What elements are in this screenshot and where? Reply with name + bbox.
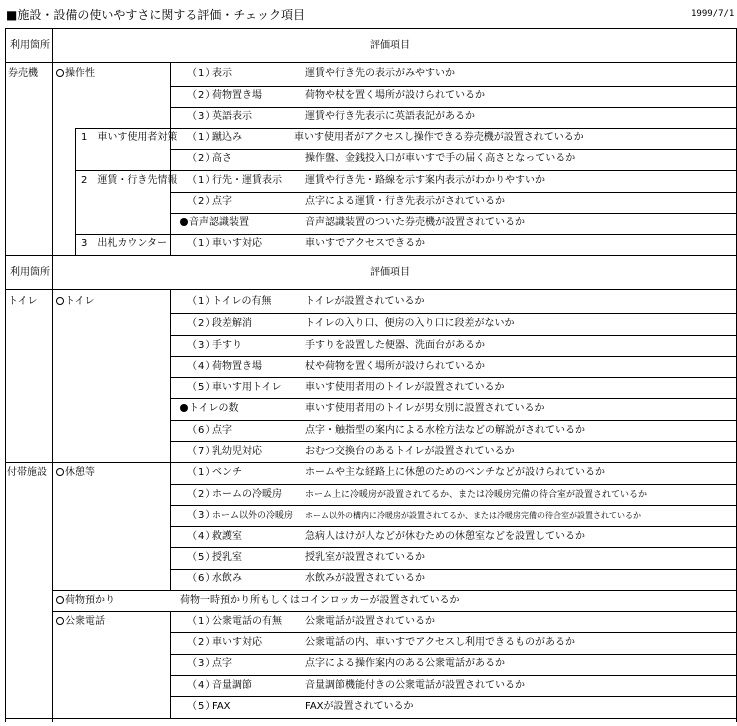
row-item-name: 水飲み bbox=[212, 573, 242, 584]
row-description: 荷物や杖を置く場所が設けられているか bbox=[305, 90, 485, 101]
row-number: （2） bbox=[187, 90, 217, 101]
row-number: （1） bbox=[187, 238, 217, 249]
row-item-name: 救護室 bbox=[212, 531, 242, 542]
row-number: （3） bbox=[187, 340, 217, 351]
row-description: 手すりを設置した便器、洗面台があるか bbox=[305, 340, 485, 351]
row-item-name: 車いす対応 bbox=[212, 637, 262, 648]
row-item-name: 荷物置き場 bbox=[212, 90, 262, 101]
row-description: ホーム以外の構内に冷暖房が設置されてるか、または冷暖房完備の待合室が設置されているか bbox=[305, 511, 641, 520]
row-description: 点字による運賃・行き先表示がされているか bbox=[305, 196, 505, 207]
row-item-name: 点字 bbox=[212, 196, 232, 207]
row-number: （2） bbox=[187, 153, 217, 164]
group-phone: 公衆電話 bbox=[56, 616, 105, 628]
row-bullet-item: トイレの数 bbox=[180, 403, 239, 415]
group-toilet: トイレ bbox=[56, 296, 95, 308]
group-luggage: 荷物預かり bbox=[56, 595, 115, 607]
row-number: （1） bbox=[187, 616, 217, 627]
row-item-name: 英語表示 bbox=[212, 111, 252, 122]
row-number: （6） bbox=[187, 425, 217, 436]
column-header-usage-2: 利用箇所 bbox=[10, 267, 50, 278]
row-item-name: トイレの有無 bbox=[212, 296, 272, 307]
row-item-name: 音量調節 bbox=[212, 680, 252, 691]
row-number: （3） bbox=[187, 658, 217, 669]
row-item-name: 高さ bbox=[212, 153, 232, 164]
row-item-name: 乳幼児対応 bbox=[212, 446, 262, 457]
row-number: （1） bbox=[187, 132, 217, 143]
row-description: 杖や荷物を置く場所が設けられているか bbox=[305, 361, 485, 372]
row-number: （5） bbox=[187, 382, 217, 393]
row-description: 車いすでアクセスできるか bbox=[305, 238, 425, 249]
row-description: トイレが設置されているか bbox=[305, 296, 425, 307]
row-item-name: ホーム以外の冷暖房 bbox=[212, 511, 294, 521]
row-number: （7） bbox=[187, 446, 217, 457]
row-description: 運賃や行き先表示に英語表記があるか bbox=[305, 111, 475, 122]
row-number: （2） bbox=[187, 637, 217, 648]
row-item-name: 授乳室 bbox=[212, 552, 242, 563]
row-description: 点字による操作案内のある公衆電話があるか bbox=[305, 658, 505, 669]
open-circle-icon bbox=[56, 297, 64, 305]
document-date: 1999/7/1 bbox=[691, 9, 735, 19]
row-number: （4） bbox=[187, 531, 217, 542]
row-item-name: 行先・運賃表示 bbox=[212, 175, 282, 186]
row-description: トイレの入り口、便房の入り口に段差がないか bbox=[305, 318, 515, 329]
subgroup-label: 2 運賃・行き先情報 bbox=[81, 175, 178, 186]
row-item-name: 車いす対応 bbox=[212, 238, 262, 249]
row-description: ホーム上に冷暖房が設置されてるか、または冷暖房完備の待合室が設置されているか bbox=[305, 490, 648, 500]
row-item-name: 荷物置き場 bbox=[212, 361, 262, 372]
group-rest: 休憩等 bbox=[56, 467, 95, 479]
subgroup-label: 3 出札カウンター bbox=[81, 238, 167, 249]
filled-circle-icon bbox=[180, 218, 188, 226]
row-item-name: ベンチ bbox=[212, 467, 242, 478]
row-description: 公衆電話が設置されているか bbox=[305, 616, 435, 627]
row-item-name: 公衆電話の有無 bbox=[212, 616, 282, 627]
column-header-items-2: 評価項目 bbox=[370, 267, 410, 278]
row-description: 公衆電話の内、車いすでアクセスし利用できるものがあるか bbox=[305, 637, 575, 648]
open-circle-icon bbox=[56, 617, 64, 625]
row-number: （3） bbox=[187, 111, 217, 122]
row-description: 車いす使用者がアクセスし操作できる券売機が設置されているか bbox=[294, 132, 584, 143]
row-number: （1） bbox=[187, 68, 217, 79]
open-circle-icon bbox=[56, 69, 64, 77]
open-circle-icon bbox=[56, 468, 64, 476]
row-item-name: 蹴込み bbox=[212, 132, 242, 143]
row-number: （3） bbox=[187, 510, 217, 521]
row-description: 車いす使用者用のトイレが設置されているか bbox=[305, 382, 505, 393]
section-label-facility: 付帯施設 bbox=[7, 467, 47, 478]
row-number: （4） bbox=[187, 680, 217, 691]
row-number: （5） bbox=[187, 552, 217, 563]
row-description: 音声認識装置のついた券売機が設置されているか bbox=[305, 217, 525, 228]
row-number: （2） bbox=[187, 318, 217, 329]
row-description: 点字・触指型の案内による水栓方法などの解説がされているか bbox=[305, 425, 585, 436]
row-item-name: 表示 bbox=[212, 68, 232, 79]
row-description: 急病人はけが人などが休むための休憩室などを設置しているか bbox=[305, 531, 585, 542]
section-label-ticket: 券売機 bbox=[8, 68, 38, 79]
open-circle-icon bbox=[56, 596, 64, 604]
row-number: （1） bbox=[187, 175, 217, 186]
row-description: 水飲みが設置されているか bbox=[305, 573, 425, 584]
row-description: 音量調節機能付きの公衆電話が設置されているか bbox=[305, 680, 525, 691]
section-label-toilet: トイレ bbox=[8, 296, 38, 307]
document-title: ■施設・設備の使いやすさに関する評価・チェック項目 bbox=[6, 8, 305, 22]
row-description: 運賃や行き先・路線を示す案内表示がわかりやすいか bbox=[305, 175, 545, 186]
row-number: （2） bbox=[187, 489, 217, 500]
row-item-name: 段差解消 bbox=[212, 318, 252, 329]
row-item-name: 点字 bbox=[212, 425, 232, 436]
row-item-name: ホームの冷暖房 bbox=[212, 489, 282, 500]
row-number: （1） bbox=[187, 296, 217, 307]
row-description: おむつ交換台のあるトイレが設置されているか bbox=[305, 446, 515, 457]
column-header-usage: 利用箇所 bbox=[10, 40, 50, 51]
row-bullet-item: 音声認識装置 bbox=[180, 217, 249, 229]
row-item-name: 手すり bbox=[212, 340, 242, 351]
row-description: 運賃や行き先の表示がみやすいか bbox=[305, 68, 455, 79]
row-description: 授乳室が設置されているか bbox=[305, 552, 425, 563]
row-item-name: 点字 bbox=[212, 658, 232, 669]
filled-circle-icon bbox=[180, 404, 188, 412]
row-number: （1） bbox=[187, 467, 217, 478]
row-number: （6） bbox=[187, 573, 217, 584]
row-description: ホームや主な経路上に休憩のためのベンチなどが設けられているか bbox=[305, 467, 605, 478]
column-header-items: 評価項目 bbox=[370, 40, 410, 51]
row-number: （2） bbox=[187, 196, 217, 207]
row-description: FAXが設置されているか bbox=[305, 701, 414, 712]
row-description: 車いす使用者用のトイレが男女別に設置されているか bbox=[305, 403, 545, 414]
group-ticket-operation: 操作性 bbox=[56, 68, 95, 80]
row-number: （4） bbox=[187, 361, 217, 372]
row-item-name: FAX bbox=[212, 701, 231, 712]
row-description: 操作盤、金銭投入口が車いすで手の届く高さとなっているか bbox=[305, 153, 576, 164]
subgroup-label: 1 車いす使用者対策 bbox=[81, 132, 178, 143]
row-item-name: 車いす用トイレ bbox=[212, 382, 282, 393]
row-number: （5） bbox=[187, 701, 217, 712]
luggage-description: 荷物一時預かり所もしくはコインロッカーが設置されているか bbox=[180, 595, 460, 606]
